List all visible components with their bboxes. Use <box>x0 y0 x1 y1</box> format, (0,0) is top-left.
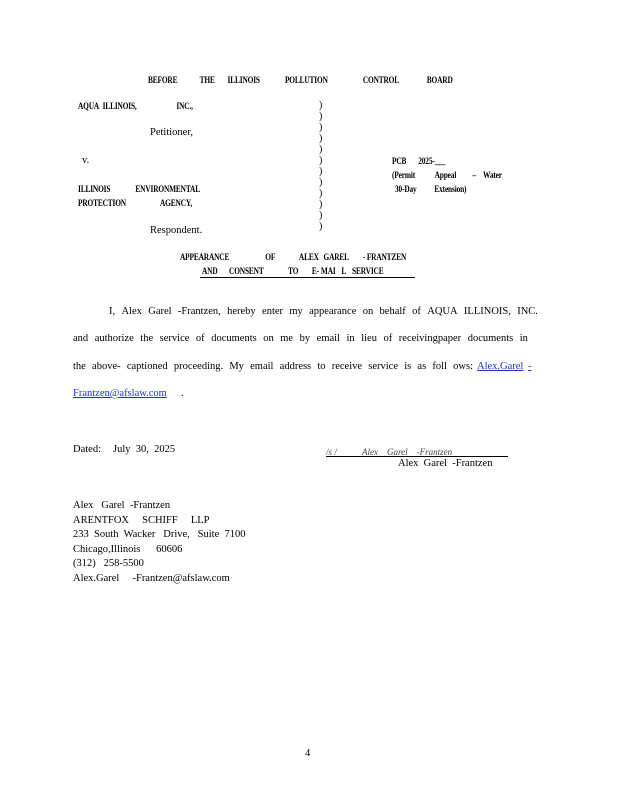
address-line-street: 233 South Wacker Drive, Suite 7100 <box>73 529 246 540</box>
paragraph-word: Alex <box>121 306 142 317</box>
paragraph-word: as <box>417 361 427 372</box>
page-number: 4 <box>305 748 311 759</box>
petitioner-label: Petitioner, <box>150 127 194 138</box>
versus-label: v. <box>82 155 90 166</box>
paragraph-word: ILLINOIS, <box>463 306 511 317</box>
paragraph-word: of <box>412 306 421 317</box>
parenthesis: ) <box>319 166 323 177</box>
title-word: TO <box>288 266 299 276</box>
paragraph-line-2 <box>73 333 528 344</box>
respondent-name-word: PROTECTION <box>78 198 126 208</box>
paragraph-word: in <box>519 333 528 344</box>
paragraph-word: of <box>195 333 205 344</box>
caption-parenthesis-column <box>319 100 322 232</box>
paragraph-line-3 <box>73 361 473 372</box>
parenthesis: ) <box>319 133 323 144</box>
paragraph-word: email <box>316 333 340 344</box>
paragraph-period: . <box>181 388 184 399</box>
heading-word: BOARD <box>426 75 453 85</box>
paragraph-word: foll <box>432 361 447 372</box>
title-word: CONSENT <box>229 266 264 276</box>
paragraph-word: INC. <box>517 306 538 317</box>
parenthesis: ) <box>319 122 323 133</box>
address-line-name: Alex Garel -Frantzen <box>73 500 171 511</box>
paragraph-word: hereby <box>227 306 256 317</box>
paragraph-word: lieu <box>361 333 377 344</box>
email-link-part2[interactable]: - <box>528 361 532 372</box>
petitioner-name-word: INC., <box>176 101 193 111</box>
paragraph-word: the <box>73 361 86 372</box>
case-number-word: PCB <box>392 156 407 166</box>
dated-value: July 30, 2025 <box>113 444 176 455</box>
respondent-label: Respondent. <box>150 225 203 236</box>
paragraph-word: Garel <box>148 306 172 317</box>
paragraph-word: to <box>317 361 326 372</box>
paragraph-word: enter <box>262 306 284 317</box>
paragraph-word: above- <box>92 361 121 372</box>
paragraph-word: receive <box>331 361 363 372</box>
parenthesis: ) <box>319 100 323 111</box>
paragraph-word: me <box>280 333 294 344</box>
case-type-word: Extension) <box>434 184 467 194</box>
parenthesis: ) <box>319 210 323 221</box>
title-underline <box>200 277 415 278</box>
petitioner-name-word: ILLINOIS, <box>102 101 137 111</box>
paragraph-word: the <box>140 333 154 344</box>
paragraph-word: on <box>362 306 374 317</box>
case-type-word: Water <box>483 170 502 180</box>
paragraph-word: and <box>73 333 89 344</box>
heading-word: THE <box>199 75 215 85</box>
parenthesis: ) <box>319 221 323 232</box>
email-link-part1[interactable]: Alex.Garel <box>477 361 524 372</box>
parenthesis: ) <box>319 188 323 199</box>
heading-word: BEFORE <box>148 75 178 85</box>
title-word: SERVICE <box>352 266 384 276</box>
paragraph-word: -Frantzen, <box>177 306 221 317</box>
paragraph-word: of <box>383 333 393 344</box>
title-word: - FRANTZEN <box>362 252 407 262</box>
petitioner-name-word: AQUA <box>78 101 100 111</box>
case-type-word: – <box>472 170 476 180</box>
signature-line <box>326 456 508 457</box>
parenthesis: ) <box>319 155 323 166</box>
paragraph-word: proceeding. <box>173 361 224 372</box>
title-word: OF <box>265 252 276 262</box>
parenthesis: ) <box>319 111 323 122</box>
paragraph-word: behalf <box>379 306 406 317</box>
paragraph-word: documents <box>211 333 257 344</box>
email-link-part3[interactable]: Frantzen@afslaw.com <box>73 388 167 399</box>
paragraph-word: my <box>289 306 303 317</box>
respondent-name-word: ILLINOIS <box>78 184 111 194</box>
heading-word: ILLINOIS <box>227 75 260 85</box>
title-word: AND <box>202 266 218 276</box>
paragraph-word: authorize <box>94 333 134 344</box>
title-word: ALEX <box>298 252 319 262</box>
address-block <box>73 499 245 586</box>
parenthesis: ) <box>319 177 323 188</box>
paragraph-word: is <box>404 361 412 372</box>
dated-label: Dated: <box>73 444 101 455</box>
title-word: GAREL <box>323 252 349 262</box>
paragraph-word: on <box>263 333 274 344</box>
paragraph-word: appearance <box>309 306 357 317</box>
paragraph-word: service <box>368 361 398 372</box>
address-line-phone: (312) 258-5500 <box>73 558 144 569</box>
paragraph-word: address <box>279 361 312 372</box>
heading-word: POLLUTION <box>284 75 328 85</box>
parenthesis: ) <box>319 199 323 210</box>
paragraph-line-1 <box>109 306 538 317</box>
case-type-word: 30-Day <box>395 184 417 194</box>
paragraph-word: documents <box>467 333 514 344</box>
respondent-name-word: ENVIRONMENTAL <box>135 184 200 194</box>
case-number-word: 2025-___ <box>418 156 446 166</box>
parenthesis: ) <box>319 144 323 155</box>
address-line-city: Chicago,Illinois 60606 <box>73 543 183 555</box>
paragraph-word: in <box>346 333 355 344</box>
signature-slash: /s / <box>326 447 337 457</box>
paragraph-word: receivingpaper <box>398 333 462 344</box>
address-line-firm: ARENTFOX SCHIFF LLP <box>73 514 210 526</box>
signature-printed-name: Alex Garel -Frantzen <box>398 458 493 469</box>
paragraph-word: by <box>299 333 311 344</box>
paragraph-word: captioned <box>126 361 168 372</box>
respondent-name-word: AGENCY, <box>160 198 193 208</box>
heading-word: CONTROL <box>362 75 400 85</box>
paragraph-word: email <box>250 361 274 372</box>
title-word: L <box>341 266 347 276</box>
paragraph-word: I, <box>109 306 116 317</box>
paragraph-word: service <box>159 333 190 344</box>
signature-signed-name: Alex Garel -Frantzen <box>362 447 453 457</box>
paragraph-word: AQUA <box>427 306 458 317</box>
case-type-word: (Permit <box>392 170 416 180</box>
title-word: E- <box>311 266 319 276</box>
title-word: MAI <box>320 266 336 276</box>
title-word: APPEARANCE <box>180 252 230 262</box>
address-line-email: Alex.Garel -Frantzen@afslaw.com <box>73 572 230 584</box>
paragraph-word: My <box>229 361 244 372</box>
case-type-word: Appeal <box>434 170 457 180</box>
paragraph-word: ows: <box>453 361 473 372</box>
